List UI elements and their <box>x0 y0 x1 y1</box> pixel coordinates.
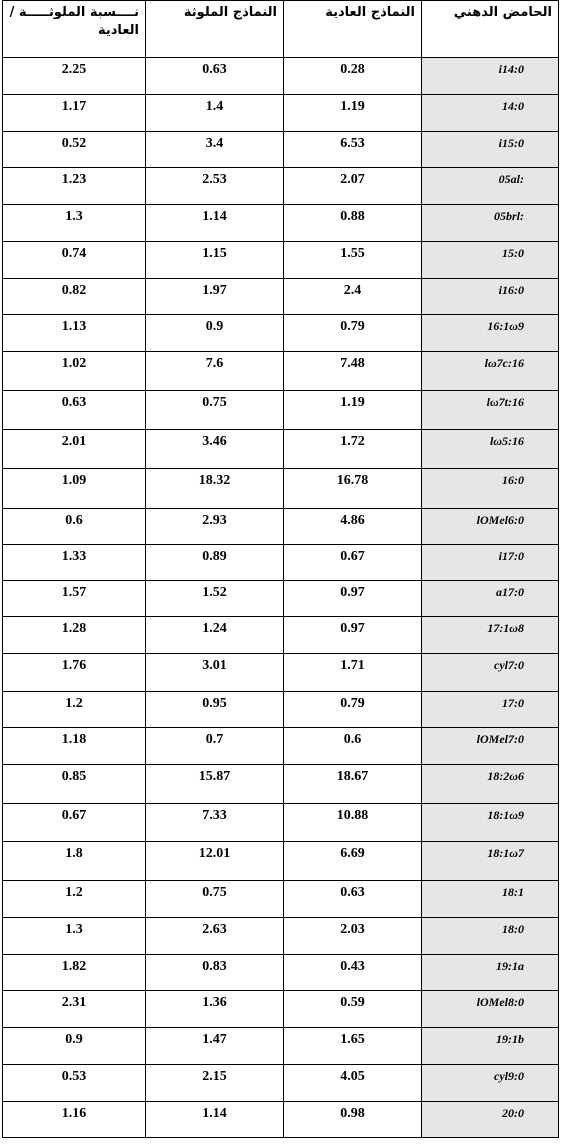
cell-polluted-value: 1.4 <box>146 95 284 132</box>
cell-fatty-acid: cyl7:0 <box>422 654 559 692</box>
cell-polluted-value: 2.63 <box>146 918 284 955</box>
cell-ratio-value: 1.13 <box>3 315 146 352</box>
cell-polluted-value: 0.83 <box>146 955 284 991</box>
cell-fatty-acid: lOMel7:0 <box>422 728 559 765</box>
cell-normal-value: 2.4 <box>284 279 422 315</box>
table-row <box>3 168 559 205</box>
cell-ratio-value: 0.74 <box>3 242 146 279</box>
cell-ratio-value: 0.53 <box>3 1065 146 1102</box>
cell-polluted-value: 0.63 <box>146 58 284 95</box>
cell-normal-value: 1.72 <box>284 430 422 469</box>
cell-polluted-value: 7.6 <box>146 352 284 391</box>
table-row <box>3 205 559 242</box>
table-row <box>3 95 559 132</box>
cell-fatty-acid: 15:0 <box>422 242 559 279</box>
cell-polluted-value: 1.47 <box>146 1028 284 1065</box>
cell-fatty-acid: i15:0 <box>422 132 559 168</box>
table-row <box>3 545 559 581</box>
cell-ratio-value: 1.09 <box>3 469 146 509</box>
cell-polluted-value: 1.24 <box>146 617 284 654</box>
cell-fatty-acid: i16:0 <box>422 279 559 315</box>
cell-ratio-value: 1.57 <box>3 581 146 617</box>
cell-polluted-value: 1.14 <box>146 1102 284 1138</box>
cell-fatty-acid: i14:0 <box>422 58 559 95</box>
cell-polluted-value: 0.95 <box>146 692 284 728</box>
cell-ratio-value: 0.85 <box>3 765 146 804</box>
table-row <box>3 315 559 352</box>
cell-polluted-value: 3.01 <box>146 654 284 692</box>
header-ratio: نــــسبة الملوثـــــة / العادية <box>3 1 146 58</box>
table-row <box>3 242 559 279</box>
cell-fatty-acid: 19:1a <box>422 955 559 991</box>
cell-ratio-value: 1.17 <box>3 95 146 132</box>
cell-fatty-acid: 16:lω7t <box>422 391 559 430</box>
cell-polluted-value: 3.4 <box>146 132 284 168</box>
cell-polluted-value: 7.33 <box>146 804 284 842</box>
cell-polluted-value: 18.32 <box>146 469 284 509</box>
cell-normal-value: 0.79 <box>284 692 422 728</box>
cell-normal-value: 2.07 <box>284 168 422 205</box>
table-row <box>3 430 559 469</box>
cell-polluted-value: 3.46 <box>146 430 284 469</box>
table-row <box>3 352 559 391</box>
cell-normal-value: 0.67 <box>284 545 422 581</box>
cell-normal-value: 1.55 <box>284 242 422 279</box>
table-row <box>3 1028 559 1065</box>
cell-polluted-value: 0.75 <box>146 881 284 918</box>
cell-ratio-value: 0.52 <box>3 132 146 168</box>
table-row <box>3 1065 559 1102</box>
cell-polluted-value: 15.87 <box>146 765 284 804</box>
cell-polluted-value: 1.97 <box>146 279 284 315</box>
cell-fatty-acid: 16:lω7c <box>422 352 559 391</box>
cell-normal-value: 1.65 <box>284 1028 422 1065</box>
cell-polluted-value: 0.7 <box>146 728 284 765</box>
cell-ratio-value: 1.76 <box>3 654 146 692</box>
cell-ratio-value: 1.23 <box>3 168 146 205</box>
cell-ratio-value: 1.82 <box>3 955 146 991</box>
cell-fatty-acid: 18:0 <box>422 918 559 955</box>
cell-fatty-acid: lOMel6:0 <box>422 509 559 545</box>
cell-normal-value: 0.28 <box>284 58 422 95</box>
cell-ratio-value: 2.31 <box>3 991 146 1028</box>
cell-normal-value: 1.19 <box>284 95 422 132</box>
cell-normal-value: 0.97 <box>284 581 422 617</box>
cell-normal-value: 1.19 <box>284 391 422 430</box>
cell-polluted-value: 0.75 <box>146 391 284 430</box>
table-row <box>3 991 559 1028</box>
cell-fatty-acid: 16:0 <box>422 469 559 509</box>
header-normal-samples: النماذج العادية <box>284 1 422 58</box>
table-row <box>3 955 559 991</box>
cell-fatty-acid: 17:0 <box>422 692 559 728</box>
cell-fatty-acid: a17:0 <box>422 581 559 617</box>
cell-normal-value: 4.86 <box>284 509 422 545</box>
table-row <box>3 391 559 430</box>
cell-normal-value: 0.88 <box>284 205 422 242</box>
cell-fatty-acid: 20:0 <box>422 1102 559 1138</box>
cell-polluted-value: 2.93 <box>146 509 284 545</box>
table-row <box>3 581 559 617</box>
cell-polluted-value: 0.89 <box>146 545 284 581</box>
cell-normal-value: 2.03 <box>284 918 422 955</box>
cell-fatty-acid: 18:2ω6 <box>422 765 559 804</box>
cell-ratio-value: 1.16 <box>3 1102 146 1138</box>
cell-ratio-value: 1.3 <box>3 918 146 955</box>
table-row <box>3 469 559 509</box>
header-row <box>3 1 559 58</box>
cell-fatty-acid: 14:0 <box>422 95 559 132</box>
table-row <box>3 654 559 692</box>
cell-fatty-acid: 16:1ω9 <box>422 315 559 352</box>
cell-normal-value: 16.78 <box>284 469 422 509</box>
cell-normal-value: 7.48 <box>284 352 422 391</box>
cell-ratio-value: 2.25 <box>3 58 146 95</box>
cell-ratio-value: 1.2 <box>3 692 146 728</box>
cell-normal-value: 0.59 <box>284 991 422 1028</box>
cell-polluted-value: 1.52 <box>146 581 284 617</box>
cell-normal-value: 4.05 <box>284 1065 422 1102</box>
cell-fatty-acid: 16:lω5 <box>422 430 559 469</box>
table-row <box>3 617 559 654</box>
cell-ratio-value: 0.67 <box>3 804 146 842</box>
cell-fatty-acid: 18:1ω7 <box>422 842 559 881</box>
cell-polluted-value: 2.53 <box>146 168 284 205</box>
cell-ratio-value: 1.02 <box>3 352 146 391</box>
cell-normal-value: 0.6 <box>284 728 422 765</box>
cell-fatty-acid: 17:1ω8 <box>422 617 559 654</box>
header-polluted-samples: النماذج الملوثة <box>146 1 284 58</box>
cell-normal-value: 0.79 <box>284 315 422 352</box>
cell-fatty-acid: 19:1b <box>422 1028 559 1065</box>
cell-polluted-value: 1.14 <box>146 205 284 242</box>
header-fatty-acid: الحامض الدهني <box>422 1 559 58</box>
cell-fatty-acid: :05al <box>422 168 559 205</box>
cell-normal-value: 6.69 <box>284 842 422 881</box>
cell-normal-value: 1.71 <box>284 654 422 692</box>
cell-ratio-value: 1.33 <box>3 545 146 581</box>
table-row <box>3 804 559 842</box>
table-row <box>3 881 559 918</box>
cell-ratio-value: 1.3 <box>3 205 146 242</box>
cell-fatty-acid: 18:1ω9 <box>422 804 559 842</box>
cell-normal-value: 18.67 <box>284 765 422 804</box>
table-header <box>3 1 559 58</box>
cell-ratio-value: 2.01 <box>3 430 146 469</box>
cell-polluted-value: 2.15 <box>146 1065 284 1102</box>
cell-polluted-value: 1.36 <box>146 991 284 1028</box>
cell-fatty-acid: 18:1 <box>422 881 559 918</box>
cell-polluted-value: 0.9 <box>146 315 284 352</box>
cell-ratio-value: 1.8 <box>3 842 146 881</box>
cell-fatty-acid: i17:0 <box>422 545 559 581</box>
cell-normal-value: 0.63 <box>284 881 422 918</box>
table-row <box>3 918 559 955</box>
cell-ratio-value: 0.82 <box>3 279 146 315</box>
table-row <box>3 728 559 765</box>
cell-normal-value: 6.53 <box>284 132 422 168</box>
table-row <box>3 509 559 545</box>
cell-polluted-value: 12.01 <box>146 842 284 881</box>
fatty-acid-table <box>2 0 559 1138</box>
table-row <box>3 1102 559 1138</box>
cell-fatty-acid: :05brl <box>422 205 559 242</box>
cell-normal-value: 0.97 <box>284 617 422 654</box>
table-row <box>3 132 559 168</box>
cell-normal-value: 0.43 <box>284 955 422 991</box>
cell-normal-value: 0.98 <box>284 1102 422 1138</box>
cell-ratio-value: 0.6 <box>3 509 146 545</box>
cell-fatty-acid: lOMel8:0 <box>422 991 559 1028</box>
table-row <box>3 58 559 95</box>
cell-normal-value: 10.88 <box>284 804 422 842</box>
cell-polluted-value: 1.15 <box>146 242 284 279</box>
cell-ratio-value: 0.9 <box>3 1028 146 1065</box>
table-row <box>3 279 559 315</box>
cell-ratio-value: 1.2 <box>3 881 146 918</box>
table-row <box>3 765 559 804</box>
table-row <box>3 842 559 881</box>
cell-fatty-acid: cyl9:0 <box>422 1065 559 1102</box>
cell-ratio-value: 1.28 <box>3 617 146 654</box>
cell-ratio-value: 0.63 <box>3 391 146 430</box>
table-body <box>3 58 559 1138</box>
cell-ratio-value: 1.18 <box>3 728 146 765</box>
table-row <box>3 692 559 728</box>
